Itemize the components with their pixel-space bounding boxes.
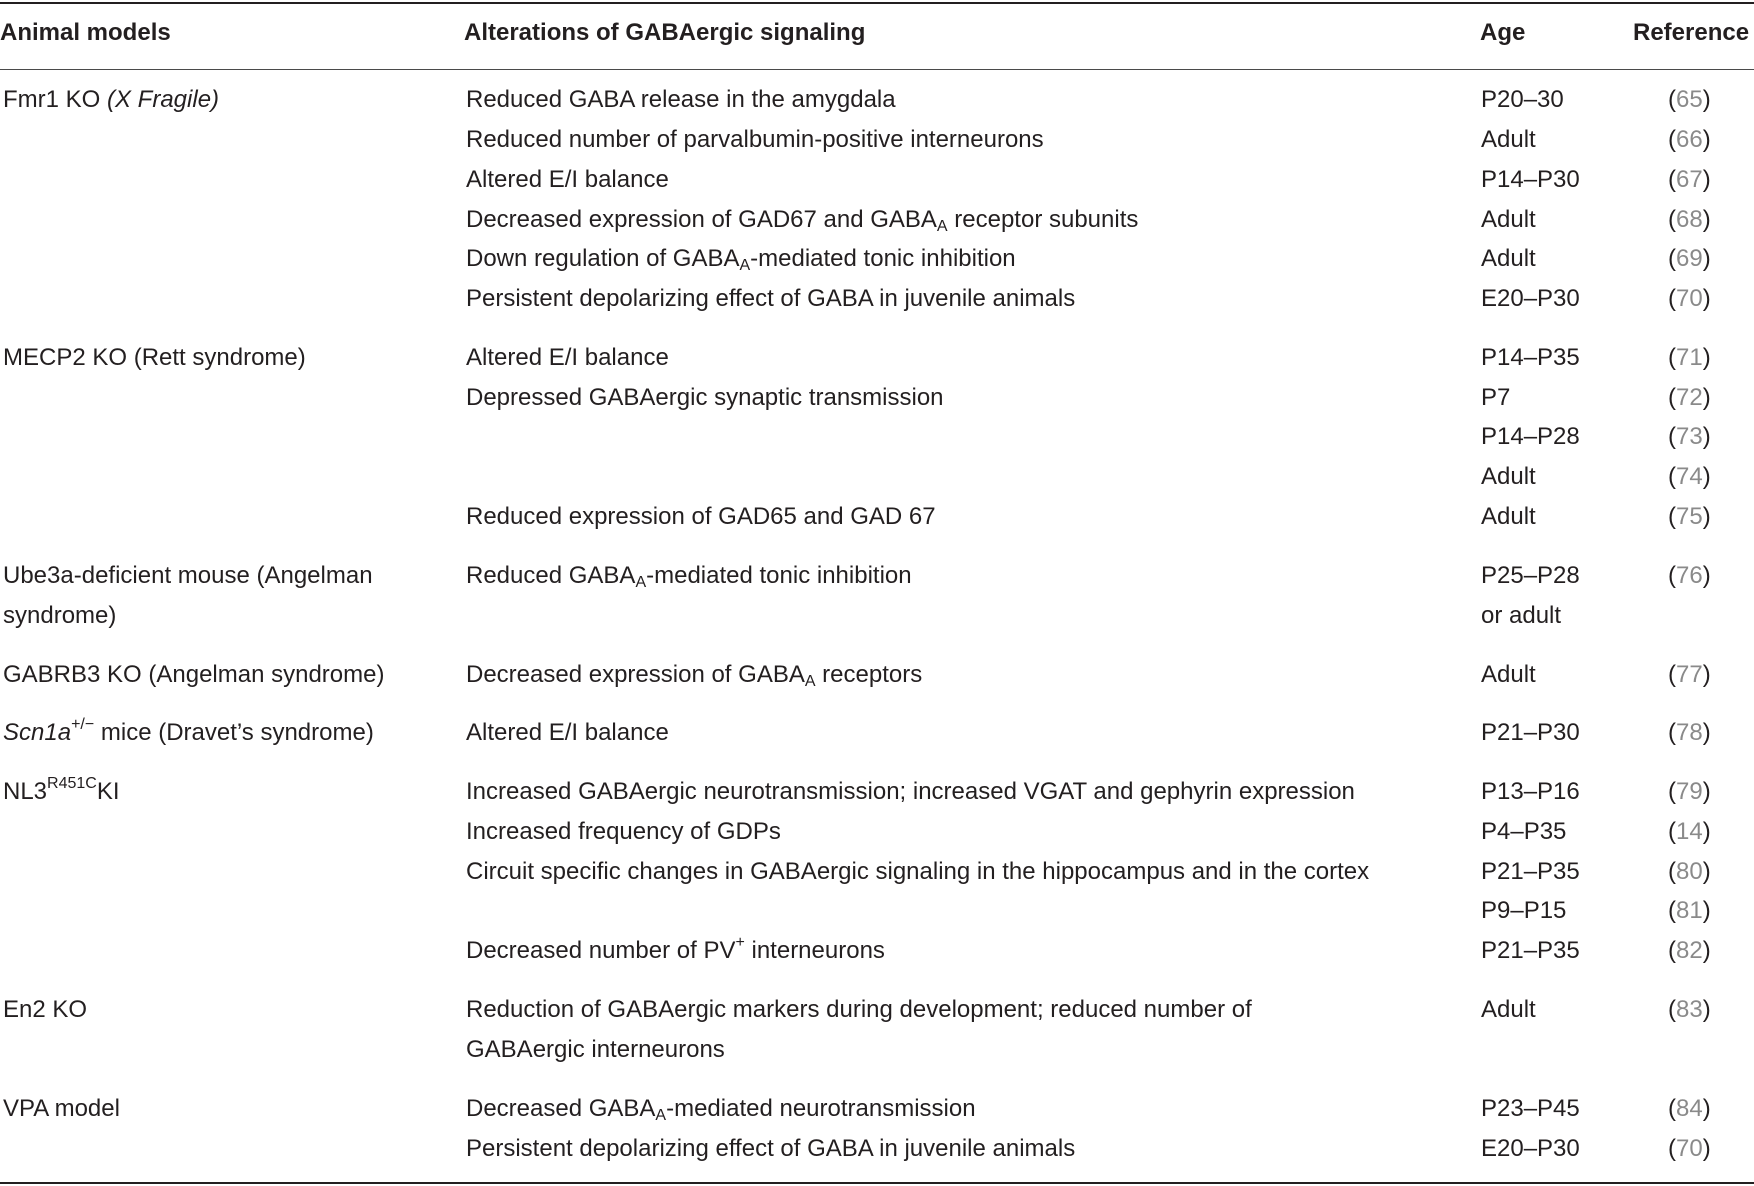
reference-link[interactable]: 68	[1676, 206, 1703, 233]
reference-cell: (76)	[1668, 562, 1711, 589]
age-cell: Adult	[1481, 206, 1536, 233]
alteration-cell: Persistent depolarizing effect of GABA in juvenile animals	[466, 285, 1076, 312]
reference-cell: (75)	[1668, 503, 1711, 530]
reference-cell: (69)	[1668, 245, 1711, 272]
reference-link[interactable]: 66	[1676, 126, 1703, 153]
age-cell: P14–P30	[1481, 166, 1580, 193]
reference-cell: (66)	[1668, 126, 1711, 153]
reference-link[interactable]: 82	[1676, 937, 1703, 964]
alteration-cell: Down regulation of $GABA_A$-mediated tonic inhibition	[466, 245, 1016, 274]
reference-cell: (72)	[1668, 384, 1711, 411]
reference-link[interactable]: 74	[1676, 463, 1703, 490]
alteration-cell: Decreased $GABA_A$-mediated neurotransmission	[466, 1095, 976, 1124]
reference-link[interactable]: 75	[1676, 503, 1703, 530]
age-cell: P21–P30	[1481, 719, 1580, 746]
reference-cell: (71)	[1668, 344, 1711, 371]
age-cell: P4–P35	[1481, 818, 1567, 845]
alteration-cell: Altered E/I balance	[466, 344, 669, 371]
header-alterations: Alterations of GABAergic signaling	[464, 19, 866, 46]
reference-cell: (81)	[1668, 897, 1711, 924]
reference-link[interactable]: 81	[1676, 897, 1703, 924]
alteration-cell: Depressed GABAergic synaptic transmission	[466, 384, 944, 411]
age-cell: P13–P16	[1481, 778, 1580, 805]
model-cell: $NL3^{R451C}KI$	[3, 775, 120, 805]
alteration-cell: Reduced expression of GAD65 and GAD 67	[466, 503, 936, 530]
reference-cell: (80)	[1668, 858, 1711, 885]
alteration-cell: Decreased expression of $GABA_A$ receptors	[466, 661, 923, 690]
reference-cell: (70)	[1668, 285, 1711, 312]
reference-cell: (67)	[1668, 166, 1711, 193]
reference-link[interactable]: 69	[1676, 245, 1703, 272]
reference-cell: (73)	[1668, 423, 1711, 450]
reference-cell: (77)	[1668, 661, 1711, 688]
reference-link[interactable]: 70	[1676, 285, 1703, 312]
reference-cell: (74)	[1668, 463, 1711, 490]
model-cell: VPA model	[3, 1095, 120, 1122]
reference-link[interactable]: 83	[1676, 996, 1703, 1023]
alteration-cell: Altered E/I balance	[466, 166, 669, 193]
age-cell: Adult	[1481, 503, 1536, 530]
age-cell: Adult	[1481, 463, 1536, 490]
reference-cell: (65)	[1668, 86, 1711, 113]
model-cell-continued: syndrome)	[3, 602, 117, 629]
age-cell: Adult	[1481, 126, 1536, 153]
reference-cell: (82)	[1668, 937, 1711, 964]
age-cell: E20–P30	[1481, 1135, 1580, 1162]
model-cell: Fmr1 KO (X Fragile)	[3, 86, 220, 113]
header-age: Age	[1480, 19, 1526, 46]
reference-link[interactable]: 80	[1676, 858, 1703, 885]
reference-link[interactable]: 76	[1676, 562, 1703, 589]
alteration-cell: Reduced $GABA_A$-mediated tonic inhibition	[466, 562, 912, 591]
alteration-cell: Altered E/I balance	[466, 719, 669, 746]
reference-cell: (79)	[1668, 778, 1711, 805]
age-cell: Adult	[1481, 996, 1536, 1023]
reference-link[interactable]: 70	[1676, 1135, 1703, 1162]
reference-link[interactable]: 72	[1676, 384, 1703, 411]
alteration-cell: Increased GABAergic neurotransmission; increased VGAT and gephyrin expression	[466, 778, 1355, 805]
model-cell: GABRB3 KO (Angelman syndrome)	[3, 661, 385, 688]
table-bottom-rule	[0, 1182, 1754, 1184]
reference-cell: (78)	[1668, 719, 1711, 746]
reference-link[interactable]: 14	[1676, 818, 1703, 845]
header-animal-models: Animal models	[0, 19, 171, 46]
reference-link[interactable]: 71	[1676, 344, 1703, 371]
alteration-cell: Decreased number of PV+ interneurons	[466, 934, 885, 964]
age-cell: P23–P45	[1481, 1095, 1580, 1122]
reference-link[interactable]: 78	[1676, 719, 1703, 746]
age-cell: P21–P35	[1481, 858, 1580, 885]
reference-cell: (83)	[1668, 996, 1711, 1023]
alteration-cell: Increased frequency of GDPs	[466, 818, 781, 845]
age-cell: P20–30	[1481, 86, 1564, 113]
age-cell: P7	[1481, 384, 1511, 411]
age-cell: P25–P28	[1481, 562, 1580, 589]
alteration-cell: Reduced GABA release in the amygdala	[466, 86, 896, 113]
age-cell: P9–P15	[1481, 897, 1567, 924]
reference-link[interactable]: 79	[1676, 778, 1703, 805]
model-cell: Scn1a+/− mice (Dravet’s syndrome)	[3, 716, 374, 746]
age-cell: Adult	[1481, 661, 1536, 688]
age-cell: P21–P35	[1481, 937, 1580, 964]
table-header-rule	[0, 69, 1754, 70]
model-cell: En2 KO	[3, 996, 88, 1023]
reference-cell: (70)	[1668, 1135, 1711, 1162]
alteration-cell-continued: GABAergic interneurons	[466, 1036, 725, 1063]
alteration-cell: Reduced number of parvalbumin-positive interneurons	[466, 126, 1044, 153]
alteration-cell: Reduction of GABAergic markers during development; reduced number of	[466, 996, 1252, 1023]
reference-link[interactable]: 65	[1676, 86, 1703, 113]
reference-cell: (68)	[1668, 206, 1711, 233]
table-top-rule	[0, 2, 1754, 4]
reference-link[interactable]: 73	[1676, 423, 1703, 450]
age-cell: P14–P28	[1481, 423, 1580, 450]
alteration-cell: Circuit specific changes in GABAergic signaling in the hippocampus and in the cortex	[466, 858, 1370, 885]
reference-link[interactable]: 84	[1676, 1095, 1703, 1122]
reference-cell: (84)	[1668, 1095, 1711, 1122]
alteration-cell: Decreased expression of GAD67 and $GABA_A$ receptor subunits	[466, 206, 1139, 235]
age-cell: P14–P35	[1481, 344, 1580, 371]
reference-link[interactable]: 67	[1676, 166, 1703, 193]
alteration-cell: Persistent depolarizing effect of GABA in juvenile animals	[466, 1135, 1076, 1162]
age-cell: E20–P30	[1481, 285, 1580, 312]
model-cell: Ube3a-deficient mouse (Angelman	[3, 562, 373, 589]
reference-link[interactable]: 77	[1676, 661, 1703, 688]
age-cell: Adult	[1481, 245, 1536, 272]
age-cell-continued: or adult	[1481, 602, 1562, 629]
reference-cell: (14)	[1668, 818, 1711, 845]
header-reference: Reference	[1633, 19, 1750, 46]
model-cell: MECP2 KO (Rett syndrome)	[3, 344, 306, 371]
